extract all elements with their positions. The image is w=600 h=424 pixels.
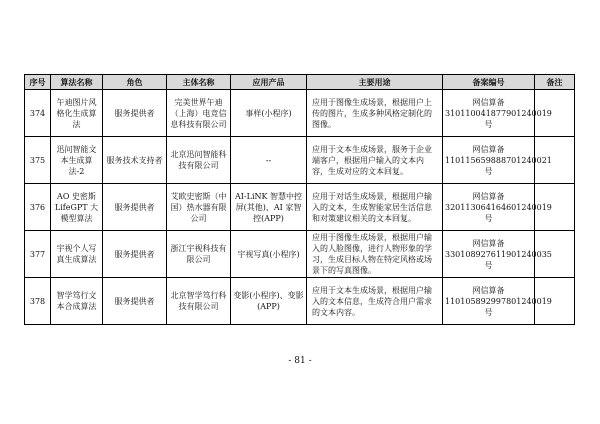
- header-remark: 备注: [535, 75, 575, 90]
- cell-main-use: 应用于对话生成场景，根据用户输入的文本，生成智能家居生活信息和对策建议相关的文本回复。: [307, 184, 443, 231]
- cell-filing-number: 网信算备 110115659888701240021 号: [443, 137, 535, 184]
- cell-role: 服务技术支持者: [103, 137, 167, 184]
- cell-role: 服务提供者: [103, 90, 167, 137]
- cell-role: 服务提供者: [103, 278, 167, 325]
- cell-no: 375: [25, 137, 51, 184]
- header-entity-name: 主体名称: [167, 75, 231, 90]
- cell-no: 378: [25, 278, 51, 325]
- cell-entity-name: 浙江宇视科技有限公司: [167, 231, 231, 278]
- page-number: - 81 -: [288, 356, 312, 366]
- cell-algorithm-name: 智学笃行文本合成算法: [51, 278, 103, 325]
- cell-main-use: 应用于文本生成场景，根据用户输入的文本信息，生成符合用户需求的文本内容。: [307, 278, 443, 325]
- header-algorithm-name: 算法名称: [51, 75, 103, 90]
- cell-product: 宇视写真(小程序): [231, 231, 307, 278]
- cell-main-use: 应用于文本生成场景，服务于企业端客户，根据用户输入的文本内容，生成对应的文本回复。: [307, 137, 443, 184]
- header-main-use: 主要用途: [307, 75, 443, 90]
- cell-main-use: 应用于图像生成场景，根据用户输入的人脸图像，进行人物形象的学习，生成目标人物在特定风格或场景下的写真图像。: [307, 231, 443, 278]
- cell-product: AI-LiNK 智慧中控屏(其他)、AI 家智控(APP): [231, 184, 307, 231]
- cell-filing-number: 网信算备 320113064164601240019 号: [443, 184, 535, 231]
- header-no: 序号: [25, 75, 51, 90]
- cell-filing-number: 网信算备 330108927611901240035 号: [443, 231, 535, 278]
- cell-entity-name: 北京智学笃行科技有限公司: [167, 278, 231, 325]
- cell-product: --: [231, 137, 307, 184]
- cell-product: 事样(小程序): [231, 90, 307, 137]
- cell-entity-name: 艾欧史密斯（中国）热水器有限公司: [167, 184, 231, 231]
- algorithm-filing-table: [24, 74, 575, 325]
- cell-algorithm-name: 午迪图片风格化生成算法: [51, 90, 103, 137]
- cell-no: 377: [25, 231, 51, 278]
- table-row: [25, 90, 575, 137]
- cell-no: 376: [25, 184, 51, 231]
- cell-algorithm-name: 迅问智能文本生成算法-2: [51, 137, 103, 184]
- cell-entity-name: 北京迅问智能科技有限公司: [167, 137, 231, 184]
- table-row: [25, 184, 575, 231]
- table-header-row: [25, 75, 575, 90]
- cell-filing-number: 网信算备 310110041877901240019 号: [443, 90, 535, 137]
- cell-no: 374: [25, 90, 51, 137]
- table-row: [25, 278, 575, 325]
- cell-role: 服务提供者: [103, 231, 167, 278]
- cell-filing-number: 网信算备 110105892997801240019 号: [443, 278, 535, 325]
- cell-algorithm-name: 宇视个人写真生成算法: [51, 231, 103, 278]
- header-role: 角色: [103, 75, 167, 90]
- cell-main-use: 应用于图像生成场景，根据用户上传的图片，生成多种风格定制化的图像。: [307, 90, 443, 137]
- header-product: 应用产品: [231, 75, 307, 90]
- header-filing-number: 备案编号: [443, 75, 535, 90]
- cell-role: 服务提供者: [103, 184, 167, 231]
- table-row: [25, 137, 575, 184]
- cell-algorithm-name: AO 史密斯 LifeGPT 大模型算法: [51, 184, 103, 231]
- cell-entity-name: 完美世界午迪（上海）电竞信息科技有限公司: [167, 90, 231, 137]
- table-row: [25, 231, 575, 278]
- cell-product: 变影(小程序)、变影(APP): [231, 278, 307, 325]
